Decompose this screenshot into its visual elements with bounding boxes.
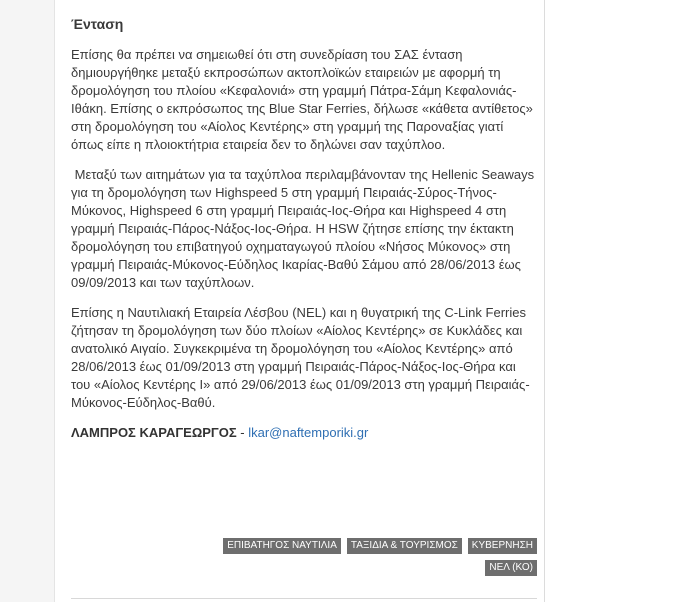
left-gutter bbox=[0, 0, 55, 602]
article-paragraph-3: Επίσης η Ναυτιλιακή Εταιρεία Λέσβου (NEL) και η θυγατρική της C-Link Ferries ζήτησαν τη δρομολόγηση των δύο πλοίων «Αίολος Κεντέρης» σε Κυκλάδες και ανατολικό Αιγαίο. Συγκεκριμένα τη δρομολόγηση του «Αίολος Κεντέρης» από 28/06/2013 έως 01/09/2013 στη γραμμή Πειραιάς-Πάρος-Νάξος-Ιος-Θήρα και του «Αίολος Κεντέρης Ι» από 29/06/2013 έως 01/09/2013 στη γραμμή Πειραιάς-Μύκονος-Εύδηλος-Βαθύ. bbox=[71, 305, 530, 410]
article-paragraph-1: Επίσης θα πρέπει να σημειωθεί ότι στη συνεδρίαση του ΣΑΣ ένταση δημιουργήθηκε μεταξύ εκπροσώπων ακτοπλοϊκών εταιρειών με αφορμή τη δρομολόγηση του πλοίου «Κεφαλονιά» στη γραμμή Πάτρα-Σάμη Κεφαλονιάς-Ιθάκη. Επίσης ο εκπρόσωπος της Blue Star Ferries, δήλωσε «κάθετα αντίθετος» στη δρομολόγηση του «Αίολος Κεντέρης» στη γραμμή της Παροναξίας γιατί όπως είπε η πλοιοκτήτρια εταιρεία δεν το δηλώνει σαν ταχύπλοο. bbox=[71, 47, 537, 152]
tag-list bbox=[71, 538, 537, 582]
section-subheading: Ένταση bbox=[71, 16, 124, 32]
bottom-divider bbox=[71, 598, 537, 599]
author-separator: - bbox=[236, 425, 249, 440]
author-name: ΛΑΜΠΡΟΣ ΚΑΡΑΓΕΩΡΓΟΣ bbox=[71, 425, 237, 440]
tag-nel[interactable]: ΝΕΛ (ΚΟ) bbox=[485, 560, 537, 576]
article-body bbox=[71, 14, 537, 442]
article-paragraph-2: Μεταξύ των αιτημάτων για τα ταχύπλοα περιλαμβάνονταν της Hellenic Seaways για τη δρομολόγηση των Highspeed 5 στη γραμμή Πειραιάς-Σύρος-Τήνος-Μύκονος, Highspeed 6 στη γραμμή Πειραιάς-Ιος-Θήρα και Highspeed 4 στη γραμμή Πειραιάς-Πάρος-Νάξος-Ιος-Θήρα. Η HSW ζήτησε επίσης την έκτακτη δρομολόγηση του επιβατηγού οχηματαγωγού πλοίου «Νήσος Μύκονος» στη γραμμή Πειραιάς-Μύκονος-Εύδηλος Ικαρίας-Βαθύ Σάμου από 28/06/2013 έως 09/09/2013 και των ταχύπλοων. bbox=[71, 167, 538, 290]
tag-passenger-shipping[interactable]: ΕΠΙΒΑΤΗΓΟΣ ΝΑΥΤΙΛΙΑ bbox=[223, 538, 341, 554]
author-email-link[interactable]: lkar@naftemporiki.gr bbox=[248, 425, 369, 440]
column-divider bbox=[544, 0, 545, 602]
tag-travel-tourism[interactable]: ΤΑΞΙΔΙΑ & ΤΟΥΡΙΣΜΟΣ bbox=[347, 538, 462, 554]
tag-government[interactable]: ΚΥΒΕΡΝΗΣΗ bbox=[468, 538, 537, 554]
author-byline bbox=[71, 424, 537, 442]
